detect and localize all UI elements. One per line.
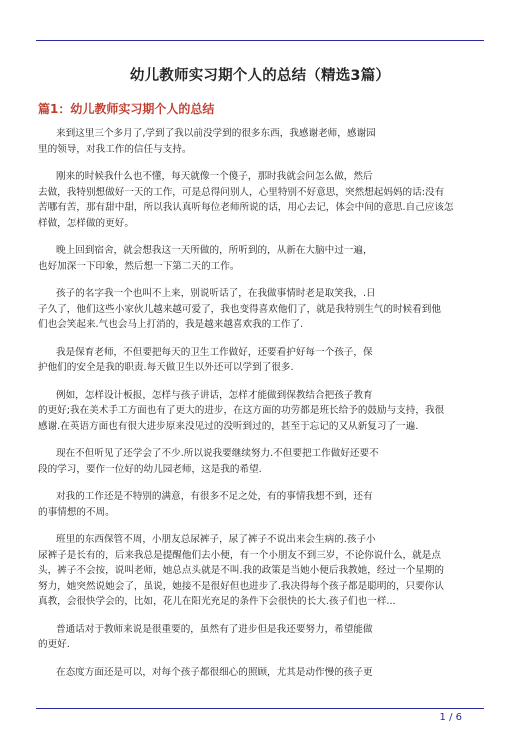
paragraph-line: 晚上回到宿舍，就会想我这一天所做的，所听到的，从新在大脑中过一遍， bbox=[56, 245, 373, 256]
paragraph-line: 班里的东西保管不周，小朋友总尿裤子，尿了裤子不说出来会生病的.孩子小 bbox=[56, 534, 376, 545]
paragraph-line: 子久了，他们这些小家伙儿越来越可爱了，我也变得喜欢他们了，就是我特别生气的时候看到他 bbox=[38, 303, 441, 315]
paragraph-line: 头，裤子不会按，说叫老师，她总点头就是不叫.我的政策是当她小便后我教她，经过一个星期的 bbox=[38, 565, 444, 576]
top-rule bbox=[36, 40, 484, 41]
paragraph-line: 的事情想的不周。 bbox=[38, 506, 115, 518]
paragraph-line: 里的领导，对我工作的信任与支持。 bbox=[38, 143, 192, 155]
paragraph-line: 感谢.在英语方面也有很大进步原来没见过的没听到过的，甚至于忘记的又从新复习了一遍. bbox=[38, 420, 419, 432]
paragraph bbox=[38, 345, 482, 376]
page-indicator: 1 / 6 bbox=[439, 712, 462, 723]
paragraph bbox=[38, 243, 482, 274]
paragraph-line: 们也会笑起来.气也会马上打消的，我是越来越喜欢我的工作了. bbox=[38, 319, 304, 330]
paragraph-line: 真教，会很快学会的，比如，花儿在阳光充足的条件下会很快的长大.孩子们也一样... bbox=[38, 596, 396, 607]
paragraph-line: 样做，怎样做的更好。 bbox=[38, 217, 134, 229]
paragraph-line: 在态度方面还是可以，对每个孩子都很细心的照顾，尤其是动作慢的孩子更 bbox=[56, 666, 373, 678]
paragraph-line: 去做，我特别想做好一天的工作，可是总得问别人，心里特别不好意思，突然想起妈妈的话:没有 bbox=[38, 186, 445, 198]
paragraph bbox=[38, 446, 482, 477]
paragraph-line: 护他们的安全是我的职责.每天做卫生以外还可以学到了很多. bbox=[38, 362, 294, 373]
paragraph bbox=[38, 286, 482, 333]
bottom-rule bbox=[36, 708, 484, 709]
paragraph-line: 的更好;我在美术手工方面也有了更大的进步，在这方面的功劳都是班长给予的鼓励与支持，我很 bbox=[38, 405, 445, 416]
paragraph-line: 也好加深一下印象，然后想一下第二天的工作。 bbox=[38, 260, 240, 272]
paragraph-line: 刚来的时候我什么也不懂，每天就像一个傻子，那时我就会问怎么做，然后 bbox=[56, 171, 373, 182]
paragraph-line: 努力，她突然说她会了，虽说，她接不是很好但也进步了.我决得每个孩子都是聪明的，只要你认 bbox=[38, 580, 444, 592]
paragraph-line: 尿裤子是长有的，后来我总是提醒他们去小便，有一个小朋友不到三岁，不论你说什么，就是点 bbox=[38, 549, 441, 561]
paragraph bbox=[38, 388, 482, 435]
paragraph bbox=[38, 665, 482, 681]
paragraph-line: 我是保育老师，不但要把每天的卫生工作做好，还要看护好每一个孩子，保 bbox=[56, 346, 373, 358]
paragraph bbox=[38, 489, 482, 520]
document-body bbox=[38, 126, 482, 692]
paragraph bbox=[38, 126, 482, 157]
paragraph-line: 的更好. bbox=[38, 639, 70, 650]
paragraph-line: 来到这里三个多月了,学到了我以前没学到的很多东西，我感谢老师，感谢园 bbox=[56, 128, 376, 139]
paragraph bbox=[38, 532, 482, 610]
paragraph-line: 段的学习，要作一位好的幼儿园老师，这是我的希望. bbox=[38, 463, 262, 475]
paragraph-line: 对我的工作还是不特别的满意，有很多不足之处，有的事情我想不到，还有 bbox=[56, 491, 373, 502]
document-title: 幼儿教师实习期个人的总结（精选3篇） bbox=[129, 68, 391, 84]
paragraph-line: 孩子的名字我一个也叫不上来，别说听话了，在我做事情时老是取笑我，.日 bbox=[56, 288, 376, 299]
paragraph-line: 苦哪有苦，那有甜中甜，所以我认真听每位老师所说的话，用心去记，体会中间的意思.自己应该怎 bbox=[38, 202, 454, 213]
paragraph bbox=[38, 169, 482, 231]
paragraph-line: 现在不但听见了还学会了不少.所以说我要继续努力.不但要把工作做好还要不 bbox=[56, 448, 379, 459]
paragraph bbox=[38, 622, 482, 653]
section-heading: 篇1：幼儿教师实习期个人的总结 bbox=[38, 102, 215, 116]
paragraph-line: 例如，怎样设计板报，怎样与孩子讲话，怎样才能做到保教结合把孩子教育 bbox=[56, 389, 373, 401]
paragraph-line: 普通话对于教师来说是很重要的，虽然有了进步但是我还要努力，希望能做 bbox=[56, 623, 373, 635]
